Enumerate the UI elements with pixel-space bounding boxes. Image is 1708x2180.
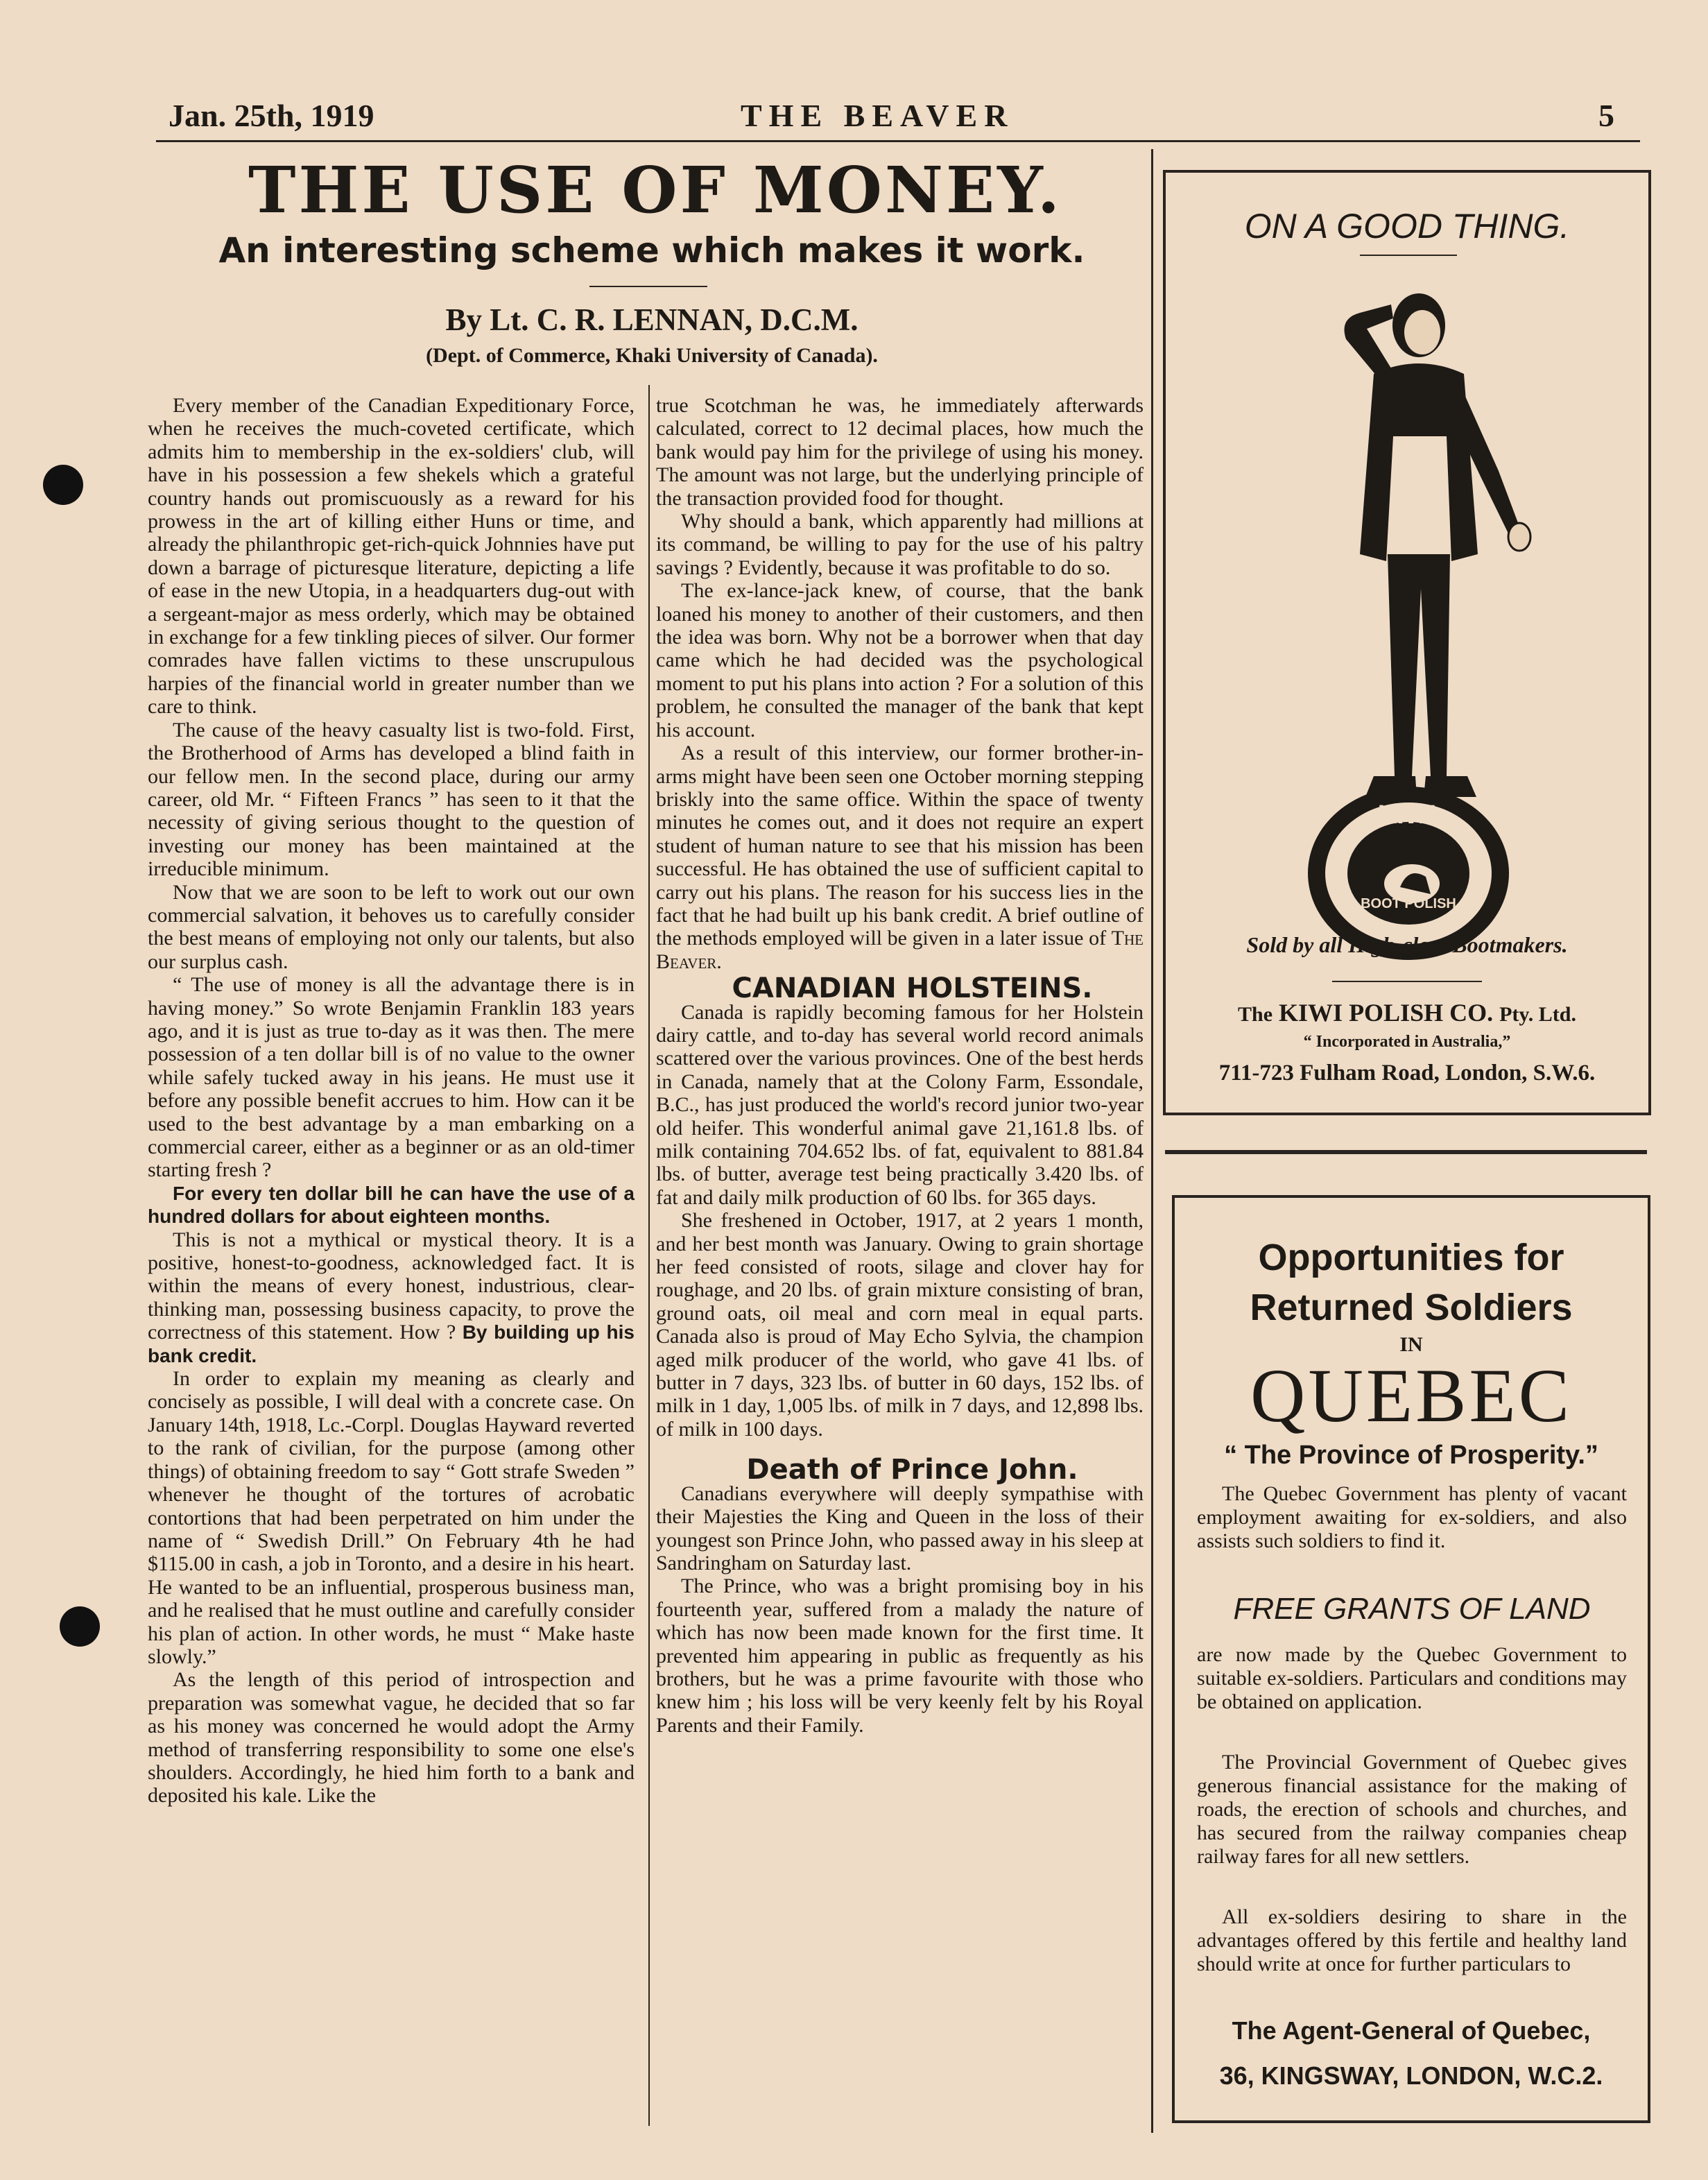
article-emphasis: For every ten dollar bill he can have the use of a hundred dollars for about eighteen months.: [148, 1182, 635, 1228]
quebec-province: QUEBEC: [1250, 1353, 1572, 1438]
quebec-headline: Opportunities for Returned Soldiers: [1250, 1237, 1573, 1328]
quebec-paragraph: The Provincial Government of Quebec gives generous financial assistance for the making of roads, the erection of schools and churches, and has secured from the railway companies cheap railway fares for all new settlers.: [1197, 1751, 1627, 1868]
page-number: 5: [1598, 98, 1614, 133]
article-paragraph: [656, 741, 1144, 973]
prince-paragraph: Canadians everywhere will deeply sympathise with their Majesties the King and Queen in the loss of their youngest son Prince John, who passed away in his sleep at Sandringham on Saturday last.: [656, 1482, 1144, 1574]
article-paragraph-text: This is not a mythical or mystical theory. It is a positive, honest-to-goodness, acknowledged fact. It is within the means of every honest, industrious, clear-thinking man, possessing business capacity, to prove the correctness of this statement. How ?: [148, 1228, 635, 1344]
article-paragraph: [148, 1228, 635, 1367]
quebec-paragraph: All ex-soldiers desiring to share in the advantages offered by this fertile and healthy land should write at once for further particulars to: [1197, 1905, 1627, 1975]
column-divider-1: [648, 385, 650, 2126]
kiwi-tin-label: BOOT POLISH: [1361, 896, 1456, 911]
quebec-paragraph: are now made by the Quebec Government to suitable ex-soldiers. Particulars and conditions may be obtained on application.: [1197, 1643, 1627, 1713]
kiwi-advertisement: [1163, 170, 1651, 1115]
article-publication-ref: The Beaver.: [656, 927, 1144, 973]
kiwi-company-suffix: Pty. Ltd.: [1499, 1003, 1576, 1026]
quebec-in: IN: [1399, 1333, 1423, 1356]
article-paragraph: “ The use of money is all the advantage there is in having money.” So wrote Benjamin Franklin 183 years ago, and it is just as true to-day as it was then. The mere possession of a ten dollar bill is of no value to the owner while safely tucked away in his jeans. He must use it before any possible benefit accrues to him. How can it be used to the best advantage by a man embarking on a commercial career, either as a beginner or as an old-timer starting fresh ?: [148, 973, 635, 1182]
kiwi-company-prefix: The: [1238, 1003, 1273, 1026]
article-paragraph: As the length of this period of introspection and preparation was somewhat vague, he decided that so far as his money was concerned he would adopt the Army method of transferring responsibility to some one else's shoulders. Accordingly, he hied him forth to a bank and deposited his kale. Like the: [148, 1668, 635, 1808]
article-paragraph: Now that we are soon to be left to work out our own commercial salvation, it behoves us to carefully consider the best means of employing not only our talents, but also our surplus cash.: [148, 880, 635, 973]
quebec-subhead: FREE GRANTS OF LAND: [1233, 1592, 1591, 1626]
article-byline: By Lt. C. R. LENNAN, D.C.M.: [445, 302, 859, 337]
quebec-advertisement: [1172, 1195, 1650, 2123]
article-column-2: [656, 394, 1144, 1737]
article-paragraph: Every member of the Canadian Expeditionary Force, when he receives the much-coveted certificate, which admits him to membership in the ex-soldiers' club, will have in his possession a few shekels which a grateful country hands out promiscuously as a reward for his prowess in the art of killing either Huns or time, and already the philanthropic get-rich-quick Johnnies have put down a barrage of picturesque literature, depicting a life of ease in the new Utopia, in a headquarters dug-out with a sergeant-major as mess orderly, which may be obtained in exchange for a few tinkling pieces of silver. Our former comrades have fallen victims to these unscrupulous harpies of the financial world in greater number than we care to think.: [148, 394, 635, 719]
prince-paragraph: The Prince, who was a bright promising boy in his fourteenth year, suffered from a malady the nature of which has now been made known for the first time. It prevented him appearing in public as frequently as his brothers, but he was a prime favourite with those who knew him ; his loss will be very keenly felt by his Royal Parents and their Family.: [656, 1574, 1144, 1737]
kiwi-company-name: KIWI POLISH CO.: [1279, 999, 1494, 1027]
column-divider-2: [1151, 149, 1153, 2133]
article-paragraph: Why should a bank, which apparently had millions at its command, be willing to pay for the use of his paltry savings ? Evidently, because it was profitable to do so.: [656, 510, 1144, 579]
kiwi-tagline-rule: [1332, 981, 1482, 982]
kiwi-incorporated: “ Incorporated in Australia,”: [1303, 1033, 1511, 1051]
page-date: Jan. 25th, 1919: [169, 98, 374, 133]
article-department: (Dept. of Commerce, Khaki University of Canada).: [426, 344, 878, 367]
quebec-agent-address: 36, KINGSWAY, LONDON, W.C.2.: [1219, 2061, 1603, 2090]
kiwi-address: 711-723 Fulham Road, London, S.W.6.: [1218, 1061, 1596, 1085]
article-paragraph: The cause of the heavy casualty list is two-fold. First, the Brotherhood of Arms has developed a blind faith in our fellow men. In the second place, during our army career, old Mr. “ Fifteen Francs ” has seen to it that the necessity of giving serious thought to the question of investing our money has been maintained at the irreducible minimum.: [148, 718, 635, 881]
ads-separator: [1165, 1150, 1647, 1154]
header-rule: [156, 140, 1640, 142]
binder-hole: [43, 465, 83, 505]
kiwi-tagline: Sold by all High-class Bootmakers.: [1246, 932, 1568, 957]
holsteins-title: CANADIAN HOLSTEINS.: [732, 972, 1093, 1005]
masthead-title: THE BEAVER: [741, 98, 1015, 133]
article-emphasis-inline: By building up his bank credit.: [148, 1321, 635, 1366]
article-column-1: [148, 394, 635, 1808]
holsteins-paragraph: She freshened in October, 1917, at 2 years 1 month, and her best month was January. Owing to grain shortage her feed consisted of roots, silage and clover hay for roughage, and 20 lbs. of grain mixture consisting of bran, ground oats, oil meal and corn meal in equal parts. Canada also is proud of May Echo Sylvia, the champion aged milk producer of the world, who gave 41 lbs. of butter in 7 days, 323 lbs. of butter in 60 days, 152 lbs. of milk in 1 day, 1,005 lbs. of milk in 7 days, and 12,898 lbs. of milk in 100 days.: [656, 1209, 1144, 1441]
quebec-slogan: “ The Province of Prosperity.”: [1224, 1441, 1598, 1470]
article-paragraph-text: As a result of this interview, our former brother-in-arms might have been seen one October morning stepping briskly into the same office. Within the space of twenty minutes he comes out, and it does not require an expert student of human nature to see that his mission has been successful. He has obtained the use of sufficient capital to carry out his plans. The reason for his success lies in the fact that he had built up his bank credit. A brief outline of the methods employed will be given in a later issue of: [656, 741, 1144, 950]
article-paragraph: true Scotchman he was, he immediately afterwards calculated, correct to 12 decimal places, how much the bank would pay him for the privilege of using his money. The amount was not large, but the underlying principle of the transaction provided food for thought.: [656, 394, 1144, 510]
quebec-paragraph: The Quebec Government has plenty of vacant employment awaiting for ex-soldiers, and also assists such soldiers to find it.: [1197, 1482, 1627, 1552]
prince-title: Death of Prince John.: [746, 1454, 1078, 1486]
kiwi-company: [1166, 998, 1648, 1027]
binder-hole: [60, 1606, 100, 1647]
title-divider: [589, 286, 707, 287]
article-paragraph: The ex-lance-jack knew, of course, that the bank loaned his money to another of their customers, and then the idea was born. Why not be a borrower when that day came which he had decided was the psychological moment to put his plans into action ? For a solution of this problem, he consulted the manager of the bank that kept his account.: [656, 579, 1144, 741]
article-paragraph: In order to explain my meaning as clearly and concisely as possible, I will deal with a concrete case. On January 14th, 1918, Lc.-Corpl. Douglas Hayward reverted to the rank of civilian, for the purpose (among other things) of obtaining freedom to say “ Gott strafe Sweden ” whenever he thought of the tortures of acrobatic contortions that had been perpetrated on him under the name of “ Swedish Drill.” On February 4th he had $115.00 in cash, a job in Toronto, and a desire in his heart. He wanted to be an influential, prosperous business man, and he realised that he must outline and carefully consider his plan of action. In other words, he must “ Make haste slowly.”: [148, 1367, 635, 1668]
article-title: THE USE OF MONEY.: [248, 153, 1062, 228]
kiwi-divider: [1360, 255, 1457, 256]
article-subtitle: An interesting scheme which makes it work.: [218, 230, 1085, 271]
holsteins-paragraph: Canada is rapidly becoming famous for her Holstein dairy cattle, and to-day has several world record animals scattered over the various provinces. One of the best herds in Canada, namely that at the Colony Farm, Essondale, B.C., has just produced the world's record junior two-year old heifer. This wonderful animal gave 21,161.8 lbs. of milk containing 704.652 lbs. of fat, equivalent to 881.84 lbs. of butter, average test being practically 3.420 lbs. of fat and daily milk production of 60 lbs. for 365 days.: [656, 1000, 1144, 1209]
quebec-agent: The Agent-General of Quebec,: [1232, 2016, 1591, 2045]
man-on-polish-tin-illustration: [1270, 263, 1561, 984]
kiwi-tin-brand: KIWI: [1377, 800, 1437, 830]
kiwi-headline: ON A GOOD THING.: [1244, 207, 1570, 246]
